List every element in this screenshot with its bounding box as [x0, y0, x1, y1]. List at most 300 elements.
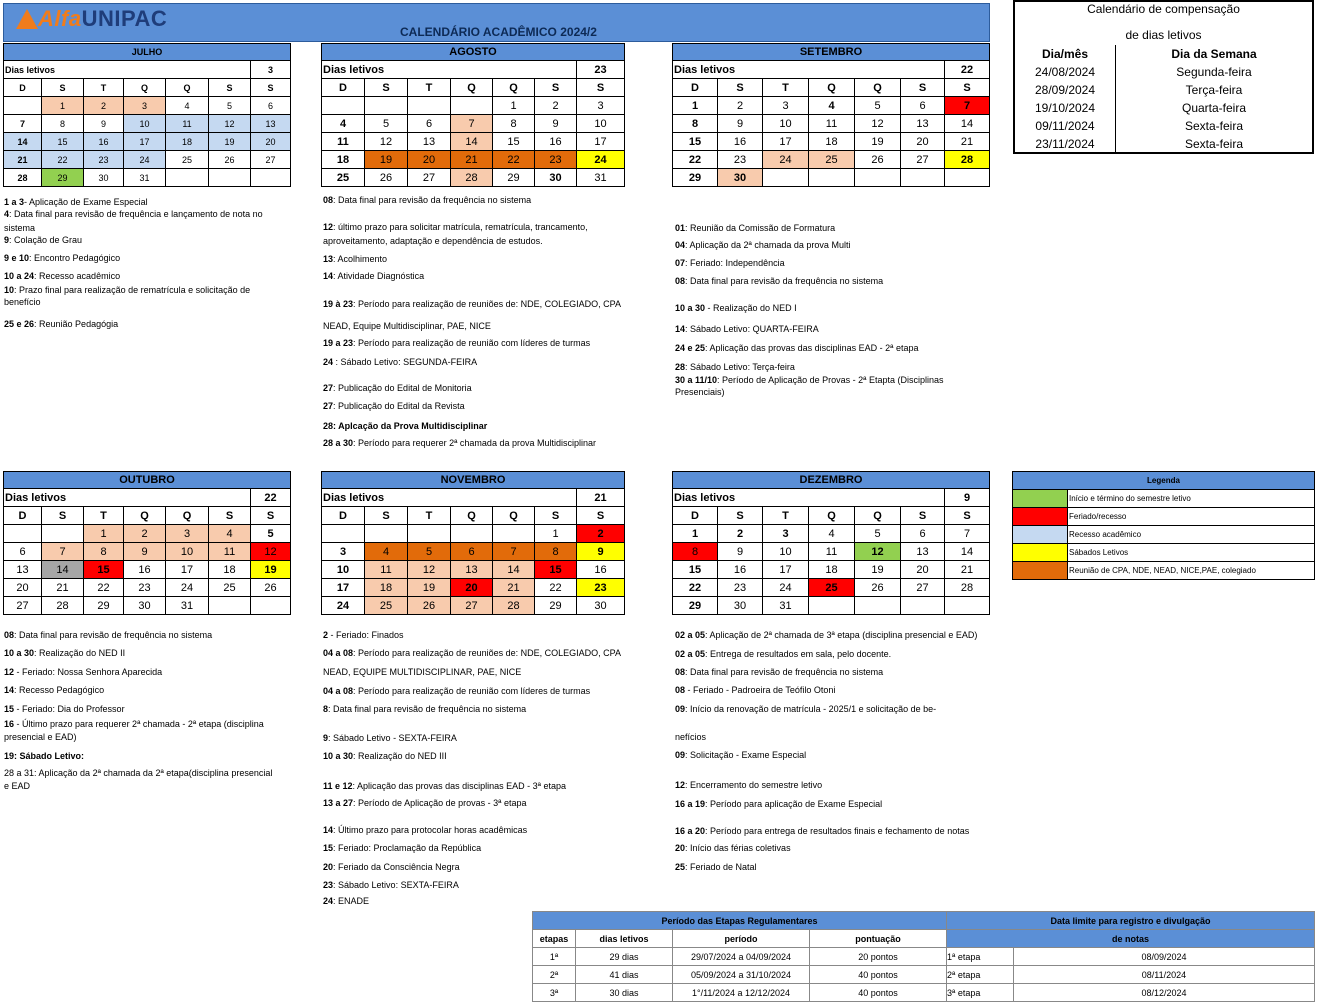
day-cell: 5: [408, 543, 451, 561]
day-cell: 27: [451, 597, 493, 615]
day-cell: 12: [251, 543, 291, 561]
day-cell: 23: [535, 151, 577, 169]
day-cell: 21: [945, 133, 990, 151]
compensacao-box: [1013, 0, 1314, 154]
etapa-cell: 1°/11/2024 a 12/12/2024: [673, 984, 810, 1002]
empty-cell: [763, 169, 809, 187]
empty-cell: [365, 525, 408, 543]
day-cell: 17: [577, 133, 625, 151]
day-cell: 14: [4, 133, 42, 151]
compensacao-table: [1015, 45, 1312, 153]
day-cell: 22: [535, 579, 577, 597]
empty-cell: [493, 525, 535, 543]
day-cell: 15: [535, 561, 577, 579]
day-cell: 1: [673, 525, 718, 543]
compensacao-title-2: de dias letivos: [1125, 28, 1202, 42]
weekday-header: T: [84, 79, 124, 97]
etapa-cell: 2ª: [533, 966, 576, 984]
day-cell: 17: [763, 133, 809, 151]
day-cell: 4: [166, 97, 209, 115]
day-cell: 16: [577, 561, 625, 579]
day-cell: 7: [451, 115, 493, 133]
day-cell: 9: [577, 543, 625, 561]
note-line: 28 a 30: Período para requerer 2ª chamada da prova Multidisciplinar: [323, 438, 596, 448]
day-cell: 27: [408, 169, 451, 187]
empty-cell: [408, 97, 451, 115]
weekday-header: S: [365, 507, 408, 525]
day-cell: 4: [322, 115, 365, 133]
day-cell: 24: [124, 151, 166, 169]
empty-cell: [855, 169, 901, 187]
etapa-cell: 05/09/2024 a 31/10/2024: [673, 966, 810, 984]
compensacao-weekday: Sexta-feira: [1184, 119, 1244, 133]
day-cell: 5: [855, 97, 901, 115]
note-line: Presenciais): [675, 387, 725, 397]
day-cell: 23: [124, 579, 166, 597]
logo: [38, 6, 167, 32]
note-line: 14: Atividade Diagnóstica: [323, 271, 425, 281]
compensacao-weekday: Sexta-feira: [1184, 137, 1244, 151]
day-cell: 6: [901, 525, 945, 543]
dias-letivos-label: Dias letivos: [4, 489, 251, 507]
day-cell: 21: [493, 579, 535, 597]
note-line: 8: Data final para revisão de frequência no sistema: [323, 704, 527, 714]
note-line: 20: Feriado da Consciência Negra: [323, 862, 460, 872]
day-cell: 25: [365, 597, 408, 615]
note-line: 16 a 20: Período para entrega de resultados finais e fechamento de notas: [675, 826, 970, 836]
note-line: 04 a 08: Período para realização de reuniões de: NDE, COLEGIADO, CPA: [323, 648, 621, 658]
weekday-header: Q: [493, 507, 535, 525]
note-line: 14: Recesso Pedagógico: [4, 685, 105, 695]
note-line: 9: Sábado Letivo - SEXTA-FEIRA: [323, 733, 457, 743]
day-cell: 12: [209, 115, 251, 133]
note-line: 08: Data final para revisão de frequência no sistema: [4, 630, 213, 640]
day-cell: 10: [124, 115, 166, 133]
day-cell: 1: [673, 97, 718, 115]
weekday-header: S: [42, 79, 84, 97]
month-name: SETEMBRO: [673, 44, 990, 61]
note-line: 23: Sábado Letivo: SEXTA-FEIRA: [323, 880, 459, 890]
legend-label: Sábados Letivos: [1068, 544, 1315, 562]
empty-cell: [809, 597, 855, 615]
day-cell: 30: [718, 169, 763, 187]
day-cell: 22: [493, 151, 535, 169]
empty-cell: [901, 597, 945, 615]
note-line: 10 a 30 - Realização do NED I: [675, 303, 797, 313]
day-cell: 15: [673, 561, 718, 579]
day-cell: 7: [945, 525, 990, 543]
day-cell: 7: [945, 97, 990, 115]
weekday-header: S: [535, 507, 577, 525]
weekday-header: Q: [855, 507, 901, 525]
weekday-header: S: [209, 79, 251, 97]
day-cell: 21: [451, 151, 493, 169]
day-cell: 29: [42, 169, 84, 187]
day-cell: 17: [322, 579, 365, 597]
day-cell: 22: [42, 151, 84, 169]
weekday-header: D: [673, 79, 718, 97]
weekday-header: Q: [451, 79, 493, 97]
weekday-header: D: [4, 507, 42, 525]
note-line: 02 a 05: Entrega de resultados em sala, pelo docente.: [675, 649, 892, 659]
limite-title-2: de notas: [947, 930, 1315, 948]
weekday-header: T: [408, 507, 451, 525]
note-line: 30 a 11/10: Período de Aplicação de Provas - 2ª Etapta (Disciplinas: [675, 375, 944, 385]
weekday-header: Q: [493, 79, 535, 97]
weekday-header: T: [408, 79, 451, 97]
etapas-hdr-0: etapas: [533, 930, 576, 948]
compensacao-date: 09/11/2024: [1015, 117, 1116, 135]
dias-letivos-label: Dias letivos: [4, 61, 251, 79]
day-cell: 19: [365, 151, 408, 169]
note-line: 9: Colação de Grau: [4, 235, 83, 245]
weekday-header: Q: [451, 507, 493, 525]
day-cell: 7: [493, 543, 535, 561]
legenda-table: [1012, 471, 1315, 580]
day-cell: 9: [124, 543, 166, 561]
empty-cell: [322, 525, 365, 543]
day-cell: 3: [763, 97, 809, 115]
calendar-novembro: [321, 471, 625, 615]
day-cell: 28: [945, 151, 990, 169]
empty-cell: [365, 97, 408, 115]
day-cell: 24: [763, 151, 809, 169]
day-cell: 2: [718, 525, 763, 543]
day-cell: 24: [166, 579, 209, 597]
weekday-header: S: [251, 79, 291, 97]
note-line: 08 - Feriado - Padroeira de Teófilo Otoni: [675, 685, 836, 695]
compensacao-weekday: Segunda-feira: [1176, 65, 1252, 79]
empty-cell: [209, 169, 251, 187]
day-cell: 11: [166, 115, 209, 133]
day-cell: 30: [535, 169, 577, 187]
note-line: 07: Feriado: Independência: [675, 258, 785, 268]
etapa-cell: 30 dias: [576, 984, 673, 1002]
empty-cell: [42, 525, 84, 543]
day-cell: 11: [322, 133, 365, 151]
day-cell: 18: [809, 561, 855, 579]
etapa-cell: 3ª: [533, 984, 576, 1002]
compensacao-date: 19/10/2024: [1015, 99, 1116, 117]
weekday-header: T: [84, 507, 124, 525]
day-cell: 14: [451, 133, 493, 151]
day-cell: 12: [365, 133, 408, 151]
note-line: 25 e 26: Reunião Pedagógia: [4, 319, 119, 329]
note-line: sistema: [4, 223, 36, 233]
weekday-header: Q: [124, 79, 166, 97]
day-cell: 27: [901, 579, 945, 597]
note-line: 10 a 30: Realização do NED III: [323, 751, 447, 761]
dias-letivos-label: Dias letivos: [673, 61, 945, 79]
day-cell: 16: [718, 561, 763, 579]
empty-cell: [322, 97, 365, 115]
note-line: 08: Data final para revisão de frequência no sistema: [675, 667, 884, 677]
day-cell: 25: [209, 579, 251, 597]
dias-letivos-label: Dias letivos: [322, 61, 577, 79]
empty-cell: [451, 525, 493, 543]
day-cell: 12: [408, 561, 451, 579]
note-line: 19 à 23: Período para realização de reuniões de: NDE, COLEGIADO, CPA: [323, 299, 621, 309]
note-line: 9 e 10: Encontro Pedagógico: [4, 253, 121, 263]
note-line: 08: Data final para revisão da frequência no sistema: [675, 276, 884, 286]
note-line: 19: Sábado Letivo:: [4, 751, 85, 761]
day-cell: 19: [408, 579, 451, 597]
day-cell: 28: [4, 169, 42, 187]
day-cell: 18: [166, 133, 209, 151]
day-cell: 29: [673, 597, 718, 615]
note-line: 1 a 3- Aplicação de Exame Especial: [4, 197, 148, 207]
day-cell: 5: [365, 115, 408, 133]
day-cell: 5: [251, 525, 291, 543]
day-cell: 13: [901, 115, 945, 133]
empty-cell: [251, 597, 291, 615]
day-cell: 31: [763, 597, 809, 615]
day-cell: 1: [84, 525, 124, 543]
day-cell: 20: [451, 579, 493, 597]
day-cell: 23: [718, 579, 763, 597]
legend-label: Início e término do semestre letivo: [1068, 490, 1315, 508]
dias-letivos-label: Dias letivos: [322, 489, 577, 507]
day-cell: 20: [408, 151, 451, 169]
day-cell: 25: [166, 151, 209, 169]
day-cell: 8: [673, 543, 718, 561]
day-cell: 10: [763, 543, 809, 561]
compensacao-date: 24/08/2024: [1015, 63, 1116, 81]
month-name: NOVEMBRO: [322, 472, 625, 489]
day-cell: 11: [809, 115, 855, 133]
day-cell: 20: [901, 133, 945, 151]
day-cell: 13: [901, 543, 945, 561]
day-cell: 7: [4, 115, 42, 133]
note-line: 04: Aplicação da 2ª chamada da prova Multi: [675, 240, 851, 250]
day-cell: 26: [209, 151, 251, 169]
day-cell: 11: [365, 561, 408, 579]
day-cell: 5: [209, 97, 251, 115]
day-cell: 3: [577, 97, 625, 115]
day-cell: 19: [209, 133, 251, 151]
day-cell: 12: [855, 543, 901, 561]
weekday-header: S: [945, 79, 990, 97]
day-cell: 8: [535, 543, 577, 561]
day-cell: 3: [166, 525, 209, 543]
day-cell: 26: [408, 597, 451, 615]
note-line: 09: Solicitação - Exame Especial: [675, 750, 807, 760]
weekday-header: S: [901, 507, 945, 525]
note-line: 27: Publicação do Edital de Monitoria: [323, 383, 472, 393]
weekday-header: S: [251, 507, 291, 525]
note-line: 01: Reunião da Comissão de Formatura: [675, 223, 836, 233]
day-cell: 29: [493, 169, 535, 187]
day-cell: 26: [855, 151, 901, 169]
day-cell: 14: [945, 115, 990, 133]
empty-cell: [4, 525, 42, 543]
day-cell: 31: [577, 169, 625, 187]
limite-title-1: Data limite para registro e divulgação: [947, 912, 1315, 930]
compensacao-date: 23/11/2024: [1015, 135, 1116, 153]
day-cell: 4: [809, 97, 855, 115]
day-cell: 17: [166, 561, 209, 579]
dias-letivos-count: 9: [945, 489, 990, 507]
day-cell: 28: [945, 579, 990, 597]
note-line: 24 e 25: Aplicação das provas das disciplinas EAD - 2ª etapa: [675, 343, 919, 353]
day-cell: 4: [809, 525, 855, 543]
day-cell: 3: [763, 525, 809, 543]
day-cell: 29: [84, 597, 124, 615]
day-cell: 13: [251, 115, 291, 133]
empty-cell: [251, 169, 291, 187]
day-cell: 10: [763, 115, 809, 133]
day-cell: 1: [535, 525, 577, 543]
day-cell: 12: [855, 115, 901, 133]
weekday-header: T: [763, 507, 809, 525]
note-line: 16 - Último prazo para requerer 2ª chamada - 2ª etapa (disciplina: [4, 719, 264, 729]
day-cell: 9: [718, 543, 763, 561]
note-line: 14: Sábado Letivo: QUARTA-FEIRA: [675, 324, 819, 334]
day-cell: 13: [451, 561, 493, 579]
day-cell: 24: [577, 151, 625, 169]
note-line: 08: Data final para revisão da frequência no sistema: [323, 195, 532, 205]
day-cell: 1: [493, 97, 535, 115]
limite-data: 08/09/2024: [1014, 948, 1315, 966]
day-cell: 15: [42, 133, 84, 151]
note-line: 28: Sábado Letivo: Terça-feira: [675, 362, 795, 372]
legend-swatch: [1013, 490, 1068, 508]
dias-letivos-count: 3: [251, 61, 291, 79]
etapa-cell: 40 pontos: [810, 984, 947, 1002]
day-cell: 19: [855, 561, 901, 579]
day-cell: 22: [84, 579, 124, 597]
note-line: benefício: [4, 297, 41, 307]
day-cell: 8: [84, 543, 124, 561]
note-line: 4: Data final para revisão de frequência e lançamento de nota no: [4, 209, 263, 219]
note-line: presencial e EAD): [4, 732, 77, 742]
note-line: 20: Início das férias coletivas: [675, 843, 791, 853]
weekday-header: Q: [809, 79, 855, 97]
day-cell: 21: [42, 579, 84, 597]
empty-cell: [945, 169, 990, 187]
day-cell: 6: [451, 543, 493, 561]
day-cell: 20: [251, 133, 291, 151]
weekday-header: S: [577, 507, 625, 525]
page-title: CALENDÁRIO ACADÊMICO 2024/2: [400, 25, 597, 39]
day-cell: 3: [124, 97, 166, 115]
day-cell: 2: [124, 525, 166, 543]
day-cell: 19: [251, 561, 291, 579]
note-line: 10 a 24: Recesso acadêmico: [4, 271, 121, 281]
day-cell: 28: [42, 597, 84, 615]
day-cell: 26: [365, 169, 408, 187]
legend-label: Recesso acadêmico: [1068, 526, 1315, 544]
day-cell: 13: [4, 561, 42, 579]
day-cell: 22: [673, 579, 718, 597]
day-cell: 15: [84, 561, 124, 579]
day-cell: 30: [577, 597, 625, 615]
day-cell: 27: [251, 151, 291, 169]
day-cell: 20: [901, 561, 945, 579]
calendar-dezembro: [672, 471, 990, 615]
note-line: aproveitamento, adaptação e dependência de estudos.: [323, 236, 543, 246]
note-line: 28 a 31: Aplicação da 2ª chamada da 2ª etapa(disciplina presencial: [4, 768, 273, 778]
calendar-setembro: [672, 43, 990, 187]
month-name: DEZEMBRO: [673, 472, 990, 489]
day-cell: 11: [209, 543, 251, 561]
day-cell: 8: [493, 115, 535, 133]
compensacao-weekday: Terça-feira: [1185, 83, 1243, 97]
limite-etapa: 2ª etapa: [947, 966, 1014, 984]
etapas-hdr-1: dias letivos: [576, 930, 673, 948]
note-line: NEAD, Equipe Multidisciplinar, PAE, NICE: [323, 321, 491, 331]
note-line: 16 a 19: Período para aplicação de Exame Especial: [675, 799, 883, 809]
limite-etapa: 3ª etapa: [947, 984, 1014, 1002]
dias-letivos-label: Dias letivos: [673, 489, 945, 507]
note-line: 28: Aplcação da Prova Multidisciplinar: [323, 421, 488, 431]
note-line: 12: último prazo para solicitar matrícula, rematrícula, trancamento,: [323, 222, 588, 232]
day-cell: 6: [251, 97, 291, 115]
legend-swatch: [1013, 526, 1068, 544]
weekday-header: D: [322, 79, 365, 97]
day-cell: 9: [84, 115, 124, 133]
weekday-header: Q: [166, 507, 209, 525]
day-cell: 6: [408, 115, 451, 133]
day-cell: 3: [322, 543, 365, 561]
day-cell: 30: [718, 597, 763, 615]
empty-cell: [945, 597, 990, 615]
day-cell: 8: [42, 115, 84, 133]
compensacao-title-1: Calendário de compensação: [1087, 2, 1240, 16]
empty-cell: [209, 597, 251, 615]
day-cell: 20: [4, 579, 42, 597]
empty-cell: [809, 169, 855, 187]
weekday-header: T: [763, 79, 809, 97]
note-line: 12: Encerramento do semestre letivo: [675, 780, 823, 790]
weekday-header: S: [535, 79, 577, 97]
day-cell: 2: [535, 97, 577, 115]
day-cell: 6: [901, 97, 945, 115]
weekday-header: Q: [855, 79, 901, 97]
note-line: 25: Feriado de Natal: [675, 862, 757, 872]
note-line: 15 - Feriado: Dia do Professor: [4, 704, 125, 714]
note-line: 19 a 23: Período para realização de reunião com líderes de turmas: [323, 338, 591, 348]
day-cell: 26: [251, 579, 291, 597]
weekday-header: S: [901, 79, 945, 97]
day-cell: 11: [809, 543, 855, 561]
day-cell: 25: [322, 169, 365, 187]
day-cell: 16: [84, 133, 124, 151]
day-cell: 10: [577, 115, 625, 133]
day-cell: 14: [945, 543, 990, 561]
dias-letivos-count: 22: [251, 489, 291, 507]
note-line: 13 a 27: Período de Aplicação de provas - 3ª etapa: [323, 798, 527, 808]
note-line: e EAD: [4, 781, 31, 791]
empty-cell: [855, 597, 901, 615]
day-cell: 28: [493, 597, 535, 615]
day-cell: 18: [322, 151, 365, 169]
day-cell: 18: [809, 133, 855, 151]
day-cell: 26: [855, 579, 901, 597]
note-line: 04 a 08: Período para realização de reunião com líderes de turmas: [323, 686, 591, 696]
day-cell: 16: [718, 133, 763, 151]
dias-letivos-count: 21: [577, 489, 625, 507]
weekday-header: S: [209, 507, 251, 525]
day-cell: 25: [809, 579, 855, 597]
day-cell: 2: [84, 97, 124, 115]
etapas-hdr-3: pontuação: [810, 930, 947, 948]
legenda-title: Legenda: [1013, 472, 1315, 490]
day-cell: 15: [493, 133, 535, 151]
weekday-header: Q: [166, 79, 209, 97]
legend-swatch: [1013, 544, 1068, 562]
day-cell: 29: [535, 597, 577, 615]
